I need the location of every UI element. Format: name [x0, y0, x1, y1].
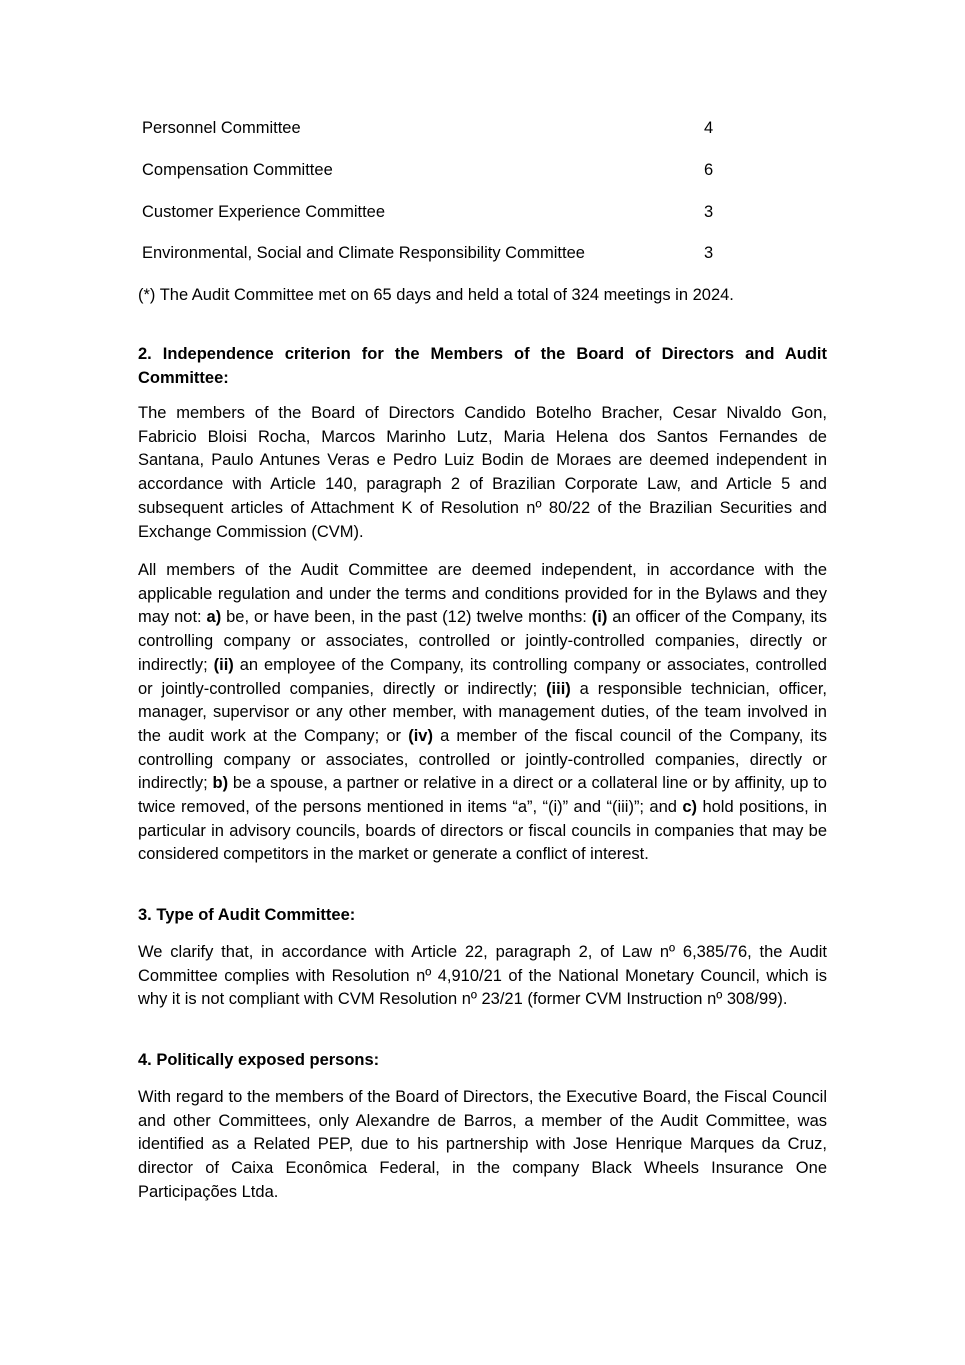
section-3-heading: 3. Type of Audit Committee: — [138, 906, 356, 924]
section-2-paragraph-2: All members of the Audit Committee are deemed independent, in accordance with the applicable regulation and under the terms and conditions provided for in the Bylaws and they may not: a) be, or have been, in the past (12) twelve months: (i) an officer of the Company, its controlling company or associates, controlled or jointly-controlled companies, directly or indirectly; (ii) an employee of the Company, its controlling company or associates, controlled or jointly-controlled companies, directly or indirectly; (iii) a responsible technician, officer, manager, supervisor or any other member, with management duties, of the team involved in the audit work at the Company; or (iv) a member of the fiscal council of the Company, its controlling company or associates, controlled or jointly-controlled companies, directly or indirectly; b) be a spouse, a partner or relative in a direct or a collateral line or by affinity, up to twice removed, of the persons mentioned in items “a”, “(i)” and “(iii)”; and c) hold positions, in particular in advisory councils, boards of directors or fiscal councils in companies that may be considered competitors in the market or generate a conflict of interest. — [138, 561, 828, 864]
section-4-heading: 4. Politically exposed persons: — [138, 1051, 380, 1069]
meetings-count: 3 — [704, 203, 714, 221]
section-3-paragraph: We clarify that, in accordance with Article 22, paragraph 2, of Law nº 6,385/76, the Audit Committee complies with Resolution nº 4,910/21 of the National Monetary Council, which is why it is not compliant with CVM Resolution nº 23/21 (former CVM Instruction nº 308/99). — [138, 943, 827, 1009]
committee-name: Personnel Committee — [142, 119, 301, 137]
committee-name: Environmental, Social and Climate Responsibility Committee — [142, 244, 585, 262]
section-2-heading: 2. Independence criterion for the Members of the Board of Directors and Audit Committee: — [138, 345, 827, 387]
meetings-count: 6 — [704, 161, 714, 179]
table-footnote: (*) The Audit Committee met on 65 days and held a total of 324 meetings in 2024. — [138, 286, 734, 304]
section-2-paragraph-1: The members of the Board of Directors Candido Botelho Bracher, Cesar Nivaldo Gon, Fabricio Bloisi Rocha, Marcos Marinho Lutz, Maria Helena dos Santos Fernandes de Santana, Paulo Antunes Veras e Pedro Luiz Bodin de Moraes are deemed independent in accordance with Article 140, paragraph 2 of Brazilian Corporate Law, and Article 5 and subsequent articles of Attachment K of Resolution nº 80/22 of the Brazilian Securities and Exchange Commission (CVM). — [138, 404, 827, 541]
meetings-count: 3 — [704, 244, 714, 262]
committee-name: Compensation Committee — [142, 161, 333, 179]
meetings-count: 4 — [704, 119, 714, 137]
committee-name: Customer Experience Committee — [142, 203, 386, 221]
table-row — [142, 202, 742, 222]
section-4-paragraph: With regard to the members of the Board of Directors, the Executive Board, the Fiscal Council and other Committees, only Alexandre de Barros, a member of the Audit Committee, was identified as a Related PEP, due to his partnership with Jose Henrique Marques da Cruz, director of Caixa Econômica Federal, in the company Black Wheels Insurance One Participações Ltda. — [138, 1088, 827, 1201]
table-row — [142, 243, 742, 263]
table-row — [142, 160, 742, 180]
table-row — [142, 118, 742, 138]
